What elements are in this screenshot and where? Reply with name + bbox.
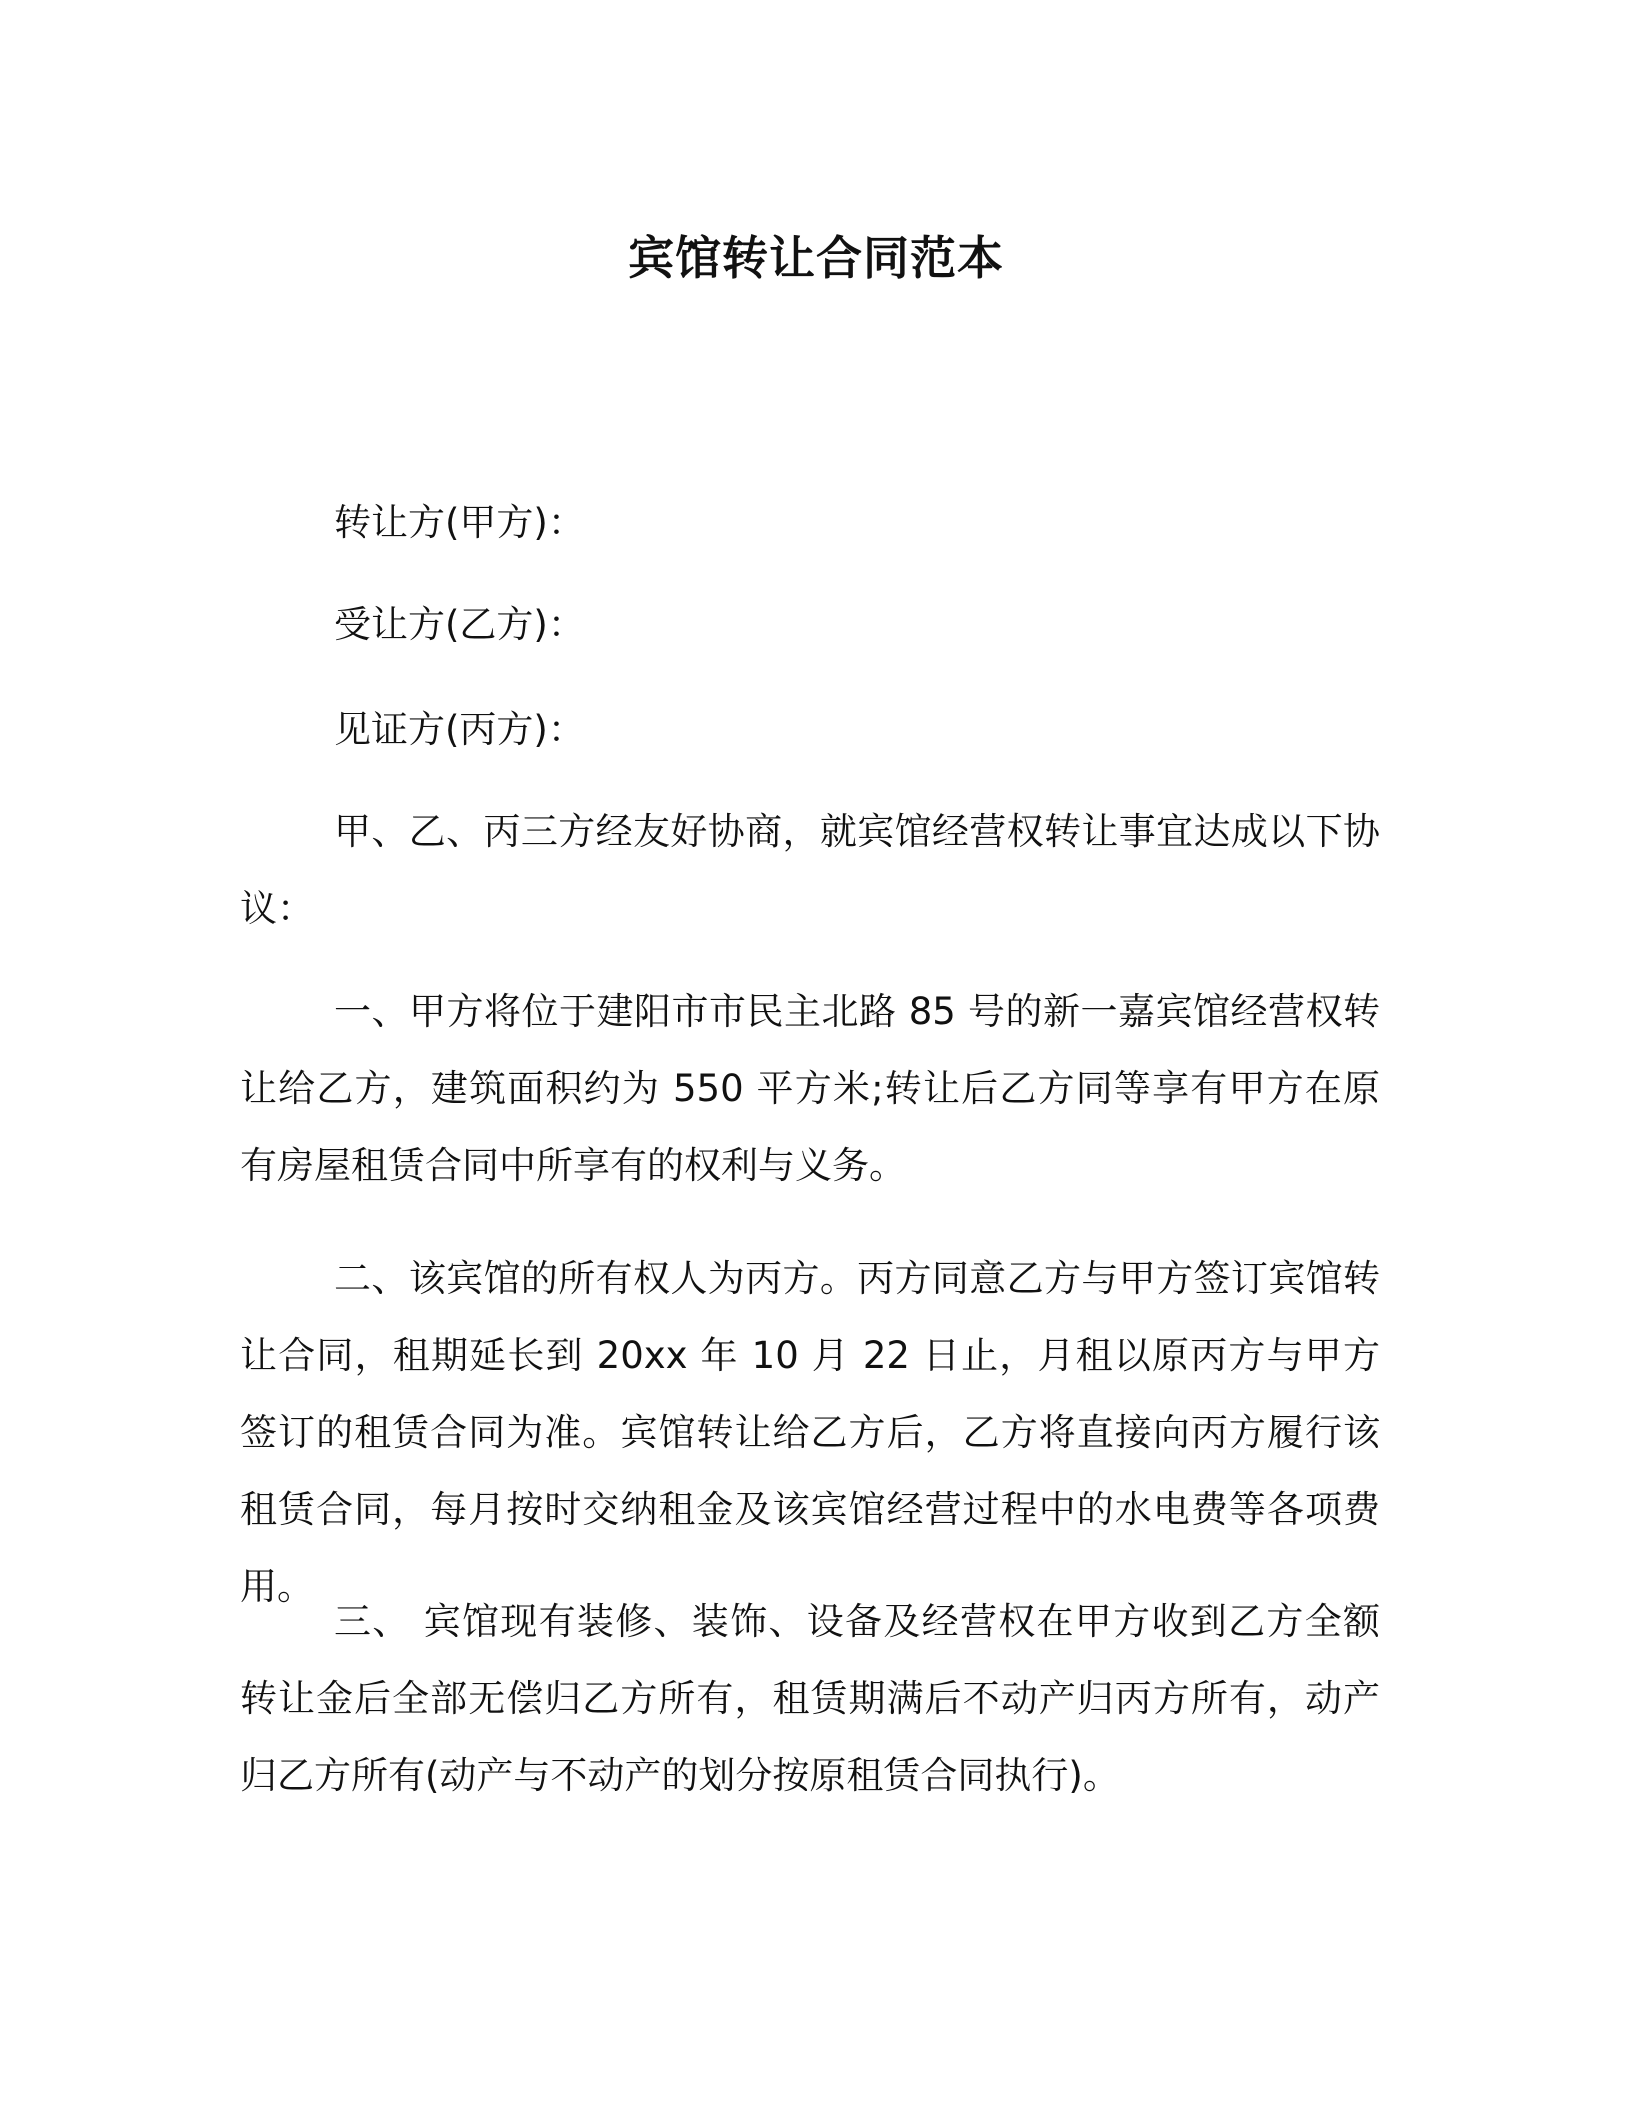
clause-2: 二、该宾馆的所有权人为丙方。丙方同意乙方与甲方签订宾馆转让合同，租期延长到 20xx 年 10 月 22 日止，月租以原丙方与甲方签订的租赁合同为准。宾馆转让给乙方后，乙方将直接向丙方履行该租赁合同，每月按时交纳租金及该宾馆经营过程中的水电费等各项费用。 — [240, 1257, 1380, 1608]
clause-1: 一、甲方将位于建阳市市民主北路 85 号的新一嘉宾馆经营权转让给乙方，建筑面积约为 550 平方米;转让后乙方同等享有甲方在原有房屋租赁合同中所享有的权利与义务。 — [240, 990, 1380, 1187]
clause-3: 三、 宾馆现有装修、装饰、设备及经营权在甲方收到乙方全额转让金后全部无偿归乙方所有，租赁期满后不动产归丙方所有，动产归乙方所有(动产与不动产的划分按原租赁合同执行)。 — [240, 1600, 1380, 1797]
transferor-line: 转让方(甲方)： — [334, 501, 585, 544]
intro-paragraph: 甲、乙、丙三方经友好协商，就宾馆经营权转让事宜达成以下协议： — [240, 810, 1380, 930]
transferee-line: 受让方(乙方)： — [334, 603, 585, 646]
witness-line: 见证方(丙方)： — [334, 708, 585, 751]
document-title: 宾馆转让合同范本 — [628, 231, 1004, 285]
